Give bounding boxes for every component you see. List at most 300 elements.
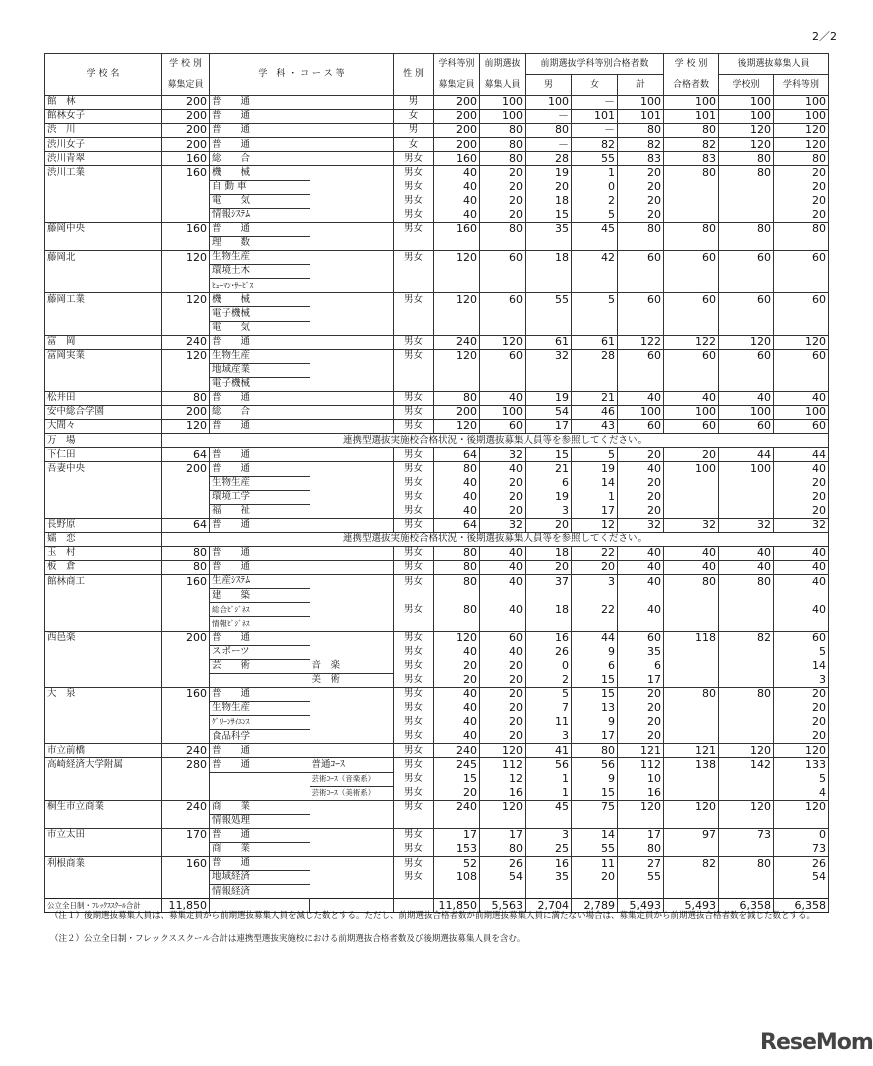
passers-total: 16 bbox=[618, 786, 664, 800]
school-name bbox=[45, 702, 162, 716]
gender: 男女 bbox=[394, 448, 434, 462]
passers-total: 17 bbox=[618, 828, 664, 842]
course-name: 理 数 bbox=[210, 236, 310, 250]
late-school bbox=[719, 885, 774, 899]
school-name: 渋川青翠 bbox=[45, 152, 162, 166]
school-name: 大間々 bbox=[45, 420, 162, 434]
late-dept: 120 bbox=[774, 800, 829, 814]
school-passers: 118 bbox=[664, 631, 719, 645]
school-passers: 20 bbox=[664, 448, 719, 462]
passers-male: 21 bbox=[526, 462, 572, 476]
dept-quota: 200 bbox=[434, 406, 480, 420]
passers-female: 9 bbox=[572, 772, 618, 786]
table-row bbox=[45, 180, 829, 194]
school-quota: 80 bbox=[162, 547, 210, 561]
early-quota: 80 bbox=[480, 124, 526, 138]
passers-female: 21 bbox=[572, 391, 618, 405]
dept-quota bbox=[434, 307, 480, 321]
late-school bbox=[719, 702, 774, 716]
late-dept: 60 bbox=[774, 251, 829, 265]
admission-results-table bbox=[44, 53, 829, 913]
passers-total: 20 bbox=[618, 687, 664, 701]
passers-total bbox=[618, 236, 664, 250]
course-name: 建 築 bbox=[210, 589, 310, 603]
table-row bbox=[45, 631, 829, 645]
course-name: 情報ｼｽﾃﾑ bbox=[210, 208, 310, 222]
passers-male: 3 bbox=[526, 504, 572, 518]
gender: 男女 bbox=[394, 561, 434, 575]
passers-male: 32 bbox=[526, 349, 572, 363]
table-row bbox=[45, 251, 829, 265]
late-school: 100 bbox=[719, 406, 774, 420]
course-name: 生産ｼｽﾃﾑ bbox=[210, 575, 310, 589]
early-quota: 40 bbox=[480, 645, 526, 659]
school-quota: 200 bbox=[162, 96, 210, 110]
total-value: 2,789 bbox=[572, 899, 618, 913]
passers-female: 1 bbox=[572, 490, 618, 504]
late-school: 100 bbox=[719, 96, 774, 110]
dept-quota: 200 bbox=[434, 110, 480, 124]
early-quota: 100 bbox=[480, 406, 526, 420]
dept-quota: 64 bbox=[434, 518, 480, 532]
course-name bbox=[210, 673, 310, 687]
header-school-pass-bottom: 合格者数 bbox=[664, 75, 719, 96]
early-quota: 120 bbox=[480, 800, 526, 814]
total-value: 5,493 bbox=[664, 899, 719, 913]
school-name: 長野原 bbox=[45, 518, 162, 532]
late-school bbox=[719, 716, 774, 730]
passers-male: 11 bbox=[526, 716, 572, 730]
school-quota bbox=[162, 814, 210, 828]
gender: 男女 bbox=[394, 222, 434, 236]
late-school bbox=[719, 194, 774, 208]
passers-female: 15 bbox=[572, 786, 618, 800]
passers-female: 5 bbox=[572, 293, 618, 307]
gender bbox=[394, 279, 434, 293]
dept-quota: 20 bbox=[434, 786, 480, 800]
passers-total: 20 bbox=[618, 716, 664, 730]
school-passers bbox=[664, 716, 719, 730]
early-quota: 60 bbox=[480, 293, 526, 307]
early-quota: 26 bbox=[480, 857, 526, 871]
reference-note: 連携型選抜実施校合格状況・後期選抜募集人員等を参照してください。 bbox=[162, 434, 829, 448]
passers-male: － bbox=[526, 138, 572, 152]
late-school bbox=[719, 786, 774, 800]
course-sub bbox=[310, 152, 394, 166]
course-sub bbox=[310, 490, 394, 504]
passers-female: 22 bbox=[572, 547, 618, 561]
passers-female: 55 bbox=[572, 842, 618, 856]
school-passers bbox=[664, 321, 719, 335]
passers-total: 20 bbox=[618, 166, 664, 180]
table-row bbox=[45, 772, 829, 786]
late-dept bbox=[774, 377, 829, 391]
course-sub bbox=[310, 420, 394, 434]
dept-quota: 120 bbox=[434, 251, 480, 265]
passers-female: 75 bbox=[572, 800, 618, 814]
table-body bbox=[45, 96, 829, 913]
table-row bbox=[45, 138, 829, 152]
course-sub bbox=[310, 547, 394, 561]
course-sub bbox=[310, 448, 394, 462]
school-name: 吾妻中央 bbox=[45, 462, 162, 476]
gender: 男女 bbox=[394, 687, 434, 701]
early-quota: 20 bbox=[480, 504, 526, 518]
passers-male: 19 bbox=[526, 166, 572, 180]
passers-male: 100 bbox=[526, 96, 572, 110]
dept-quota: 108 bbox=[434, 871, 480, 885]
school-passers bbox=[664, 730, 719, 744]
course-sub bbox=[310, 603, 394, 617]
table-row bbox=[45, 110, 829, 124]
passers-female: 12 bbox=[572, 518, 618, 532]
school-quota: 64 bbox=[162, 518, 210, 532]
passers-total: 27 bbox=[618, 857, 664, 871]
late-dept: 32 bbox=[774, 518, 829, 532]
table-row bbox=[45, 152, 829, 166]
passers-female bbox=[572, 814, 618, 828]
school-passers: 80 bbox=[664, 222, 719, 236]
late-dept: 60 bbox=[774, 293, 829, 307]
school-name bbox=[45, 786, 162, 800]
dept-quota bbox=[434, 589, 480, 603]
table-row bbox=[45, 758, 829, 772]
header-early-top: 前期選抜 bbox=[480, 54, 526, 75]
late-dept bbox=[774, 307, 829, 321]
dept-quota: 20 bbox=[434, 659, 480, 673]
gender: 男女 bbox=[394, 871, 434, 885]
early-quota: 17 bbox=[480, 828, 526, 842]
late-school bbox=[719, 321, 774, 335]
course-name: 機 械 bbox=[210, 293, 310, 307]
school-quota bbox=[162, 786, 210, 800]
table-row bbox=[45, 814, 829, 828]
dept-quota: 153 bbox=[434, 842, 480, 856]
early-quota: 80 bbox=[480, 152, 526, 166]
total-value: 6,358 bbox=[774, 899, 829, 913]
school-passers bbox=[664, 842, 719, 856]
passers-total: 20 bbox=[618, 476, 664, 490]
course-name: スポーツ bbox=[210, 645, 310, 659]
passers-male bbox=[526, 363, 572, 377]
dept-quota: 40 bbox=[434, 490, 480, 504]
passers-female: 80 bbox=[572, 744, 618, 758]
late-dept: 40 bbox=[774, 391, 829, 405]
passers-total: 20 bbox=[618, 702, 664, 716]
passers-male: 19 bbox=[526, 490, 572, 504]
course-name: 情報経済 bbox=[210, 885, 310, 899]
table-row bbox=[45, 786, 829, 800]
passers-total: 35 bbox=[618, 645, 664, 659]
early-quota bbox=[480, 363, 526, 377]
late-dept: 80 bbox=[774, 152, 829, 166]
passers-total bbox=[618, 279, 664, 293]
passers-female bbox=[572, 279, 618, 293]
early-quota bbox=[480, 589, 526, 603]
course-sub bbox=[310, 744, 394, 758]
total-value: 6,358 bbox=[719, 899, 774, 913]
header-late-dept: 学科等別 bbox=[774, 75, 829, 96]
passers-male: 20 bbox=[526, 561, 572, 575]
late-dept: 5 bbox=[774, 772, 829, 786]
late-dept: 40 bbox=[774, 462, 829, 476]
course-name: 普 通 bbox=[210, 391, 310, 405]
late-school bbox=[719, 377, 774, 391]
passers-total bbox=[618, 885, 664, 899]
school-quota: 200 bbox=[162, 462, 210, 476]
school-name: 館林商工 bbox=[45, 575, 162, 589]
school-name: 市立太田 bbox=[45, 828, 162, 842]
passers-total: 40 bbox=[618, 547, 664, 561]
table-row bbox=[45, 166, 829, 180]
passers-total: 40 bbox=[618, 391, 664, 405]
table-row bbox=[45, 504, 829, 518]
passers-female bbox=[572, 377, 618, 391]
early-quota: 60 bbox=[480, 251, 526, 265]
school-passers: 60 bbox=[664, 251, 719, 265]
dept-quota bbox=[434, 279, 480, 293]
passers-total: 122 bbox=[618, 335, 664, 349]
header-sum: 計 bbox=[618, 75, 664, 96]
school-quota bbox=[162, 673, 210, 687]
course-name: 地域経済 bbox=[210, 871, 310, 885]
early-quota: 40 bbox=[480, 575, 526, 589]
course-name: 普 通 bbox=[210, 222, 310, 236]
gender: 男女 bbox=[394, 476, 434, 490]
school-name: 桐生市立商業 bbox=[45, 800, 162, 814]
course-name: 普 通 bbox=[210, 138, 310, 152]
late-dept: 20 bbox=[774, 730, 829, 744]
early-quota bbox=[480, 885, 526, 899]
passers-total: 100 bbox=[618, 96, 664, 110]
table-row bbox=[45, 363, 829, 377]
school-quota: 160 bbox=[162, 857, 210, 871]
passers-male: 6 bbox=[526, 476, 572, 490]
course-sub bbox=[310, 800, 394, 814]
late-dept: 80 bbox=[774, 222, 829, 236]
dept-quota: 40 bbox=[434, 180, 480, 194]
gender: 男女 bbox=[394, 603, 434, 617]
late-school: 80 bbox=[719, 166, 774, 180]
late-dept bbox=[774, 885, 829, 899]
header-school-quota-top: 学 校 別 bbox=[162, 54, 210, 75]
dept-quota bbox=[434, 265, 480, 279]
gender: 女 bbox=[394, 110, 434, 124]
table-row bbox=[45, 222, 829, 236]
late-school bbox=[719, 363, 774, 377]
gender: 男女 bbox=[394, 786, 434, 800]
passers-female: 44 bbox=[572, 631, 618, 645]
late-school bbox=[719, 645, 774, 659]
table-row bbox=[45, 476, 829, 490]
school-name: 万 場 bbox=[45, 434, 162, 448]
table-row bbox=[45, 434, 829, 448]
school-passers bbox=[664, 702, 719, 716]
dept-quota: 40 bbox=[434, 702, 480, 716]
late-dept: 0 bbox=[774, 828, 829, 842]
passers-total: 6 bbox=[618, 659, 664, 673]
reference-note: 連携型選抜実施校合格状況・後期選抜募集人員等を参照してください。 bbox=[162, 532, 829, 546]
school-name bbox=[45, 814, 162, 828]
table-row bbox=[45, 575, 829, 589]
late-school: 60 bbox=[719, 349, 774, 363]
header-course: 学 科 ・ コ ー ス 等 bbox=[210, 54, 394, 96]
school-quota: 200 bbox=[162, 631, 210, 645]
passers-female: － bbox=[572, 96, 618, 110]
late-dept bbox=[774, 321, 829, 335]
school-quota bbox=[162, 645, 210, 659]
passers-female: 14 bbox=[572, 828, 618, 842]
school-passers bbox=[664, 307, 719, 321]
table-row bbox=[45, 842, 829, 856]
late-school: 60 bbox=[719, 251, 774, 265]
school-quota bbox=[162, 589, 210, 603]
gender: 男女 bbox=[394, 208, 434, 222]
dept-quota: 120 bbox=[434, 293, 480, 307]
passers-female bbox=[572, 363, 618, 377]
school-name: 松井田 bbox=[45, 391, 162, 405]
school-name bbox=[45, 208, 162, 222]
passers-total: 60 bbox=[618, 293, 664, 307]
course-sub bbox=[310, 110, 394, 124]
passers-male: 28 bbox=[526, 152, 572, 166]
course-sub bbox=[310, 871, 394, 885]
gender: 男女 bbox=[394, 575, 434, 589]
school-quota: 160 bbox=[162, 687, 210, 701]
school-passers: 80 bbox=[664, 124, 719, 138]
course-sub bbox=[310, 251, 394, 265]
early-quota: 20 bbox=[480, 687, 526, 701]
passers-total: 10 bbox=[618, 772, 664, 786]
passers-female: 15 bbox=[572, 673, 618, 687]
school-quota: 240 bbox=[162, 335, 210, 349]
header-dept-quota-top: 学科等別 bbox=[434, 54, 480, 75]
gender: 男女 bbox=[394, 251, 434, 265]
early-quota bbox=[480, 377, 526, 391]
course-name: 普 通 bbox=[210, 518, 310, 532]
late-school bbox=[719, 603, 774, 617]
course-name: 生物生産 bbox=[210, 476, 310, 490]
school-passers: 120 bbox=[664, 800, 719, 814]
passers-male: 35 bbox=[526, 222, 572, 236]
header-school: 学 校 名 bbox=[45, 54, 162, 96]
gender: 男女 bbox=[394, 293, 434, 307]
passers-female: 5 bbox=[572, 208, 618, 222]
school-quota: 200 bbox=[162, 110, 210, 124]
early-quota: 32 bbox=[480, 518, 526, 532]
passers-female: 14 bbox=[572, 476, 618, 490]
late-dept: 40 bbox=[774, 603, 829, 617]
passers-total bbox=[618, 589, 664, 603]
passers-female: 17 bbox=[572, 730, 618, 744]
table-row bbox=[45, 617, 829, 631]
late-dept: 20 bbox=[774, 702, 829, 716]
passers-male bbox=[526, 885, 572, 899]
early-quota: 20 bbox=[480, 730, 526, 744]
table-row bbox=[45, 730, 829, 744]
passers-female: － bbox=[572, 124, 618, 138]
passers-female: 82 bbox=[572, 138, 618, 152]
school-name: 富 岡 bbox=[45, 335, 162, 349]
late-dept: 20 bbox=[774, 716, 829, 730]
school-quota bbox=[162, 279, 210, 293]
passers-male bbox=[526, 279, 572, 293]
gender: 男女 bbox=[394, 842, 434, 856]
passers-female: 46 bbox=[572, 406, 618, 420]
late-school: 82 bbox=[719, 631, 774, 645]
school-quota: 80 bbox=[162, 391, 210, 405]
school-passers: 32 bbox=[664, 518, 719, 532]
gender: 男女 bbox=[394, 828, 434, 842]
course-sub: 音 楽 bbox=[310, 659, 394, 673]
late-dept bbox=[774, 279, 829, 293]
late-dept: 20 bbox=[774, 208, 829, 222]
table-row bbox=[45, 490, 829, 504]
school-name bbox=[45, 617, 162, 631]
school-passers: 80 bbox=[664, 687, 719, 701]
passers-female: 17 bbox=[572, 504, 618, 518]
passers-male bbox=[526, 321, 572, 335]
passers-male bbox=[526, 589, 572, 603]
course-sub bbox=[310, 631, 394, 645]
gender: 男女 bbox=[394, 152, 434, 166]
course-sub bbox=[310, 236, 394, 250]
dept-quota bbox=[434, 363, 480, 377]
course-name: ﾋｭｰﾏﾝ･ｻｰﾋﾞｽ bbox=[210, 279, 310, 293]
gender: 男女 bbox=[394, 702, 434, 716]
passers-male: 16 bbox=[526, 857, 572, 871]
school-quota bbox=[162, 180, 210, 194]
school-passers: 83 bbox=[664, 152, 719, 166]
dept-quota bbox=[434, 377, 480, 391]
late-dept: 40 bbox=[774, 547, 829, 561]
passers-male: 61 bbox=[526, 335, 572, 349]
dept-quota: 40 bbox=[434, 194, 480, 208]
passers-total: 60 bbox=[618, 420, 664, 434]
gender: 男女 bbox=[394, 490, 434, 504]
school-name: 安中総合学園 bbox=[45, 406, 162, 420]
early-quota: 32 bbox=[480, 448, 526, 462]
dept-quota: 240 bbox=[434, 335, 480, 349]
table-row bbox=[45, 349, 829, 363]
late-school: 40 bbox=[719, 547, 774, 561]
passers-total: 55 bbox=[618, 871, 664, 885]
table-row bbox=[45, 208, 829, 222]
passers-male: 20 bbox=[526, 518, 572, 532]
school-quota: 160 bbox=[162, 222, 210, 236]
passers-total: 101 bbox=[618, 110, 664, 124]
table-row bbox=[45, 744, 829, 758]
table-row bbox=[45, 265, 829, 279]
passers-male: 3 bbox=[526, 828, 572, 842]
passers-female: 55 bbox=[572, 152, 618, 166]
dept-quota: 64 bbox=[434, 448, 480, 462]
late-school: 142 bbox=[719, 758, 774, 772]
passers-total bbox=[618, 814, 664, 828]
gender bbox=[394, 589, 434, 603]
late-school bbox=[719, 307, 774, 321]
school-name bbox=[45, 716, 162, 730]
note-1: （注１）後期選抜募集人員は、募集定員から前期選抜募集人員を減じた数とする。ただし、前期選抜合格者数が前期選抜募集人員に満たない場合は、募集定員から前期選抜合格者数を減じた数とする。 bbox=[50, 911, 816, 921]
school-name bbox=[45, 504, 162, 518]
school-name bbox=[45, 265, 162, 279]
passers-total: 80 bbox=[618, 222, 664, 236]
early-quota: 100 bbox=[480, 110, 526, 124]
course-sub bbox=[310, 391, 394, 405]
school-name bbox=[45, 321, 162, 335]
dept-quota: 160 bbox=[434, 222, 480, 236]
late-dept: 40 bbox=[774, 561, 829, 575]
